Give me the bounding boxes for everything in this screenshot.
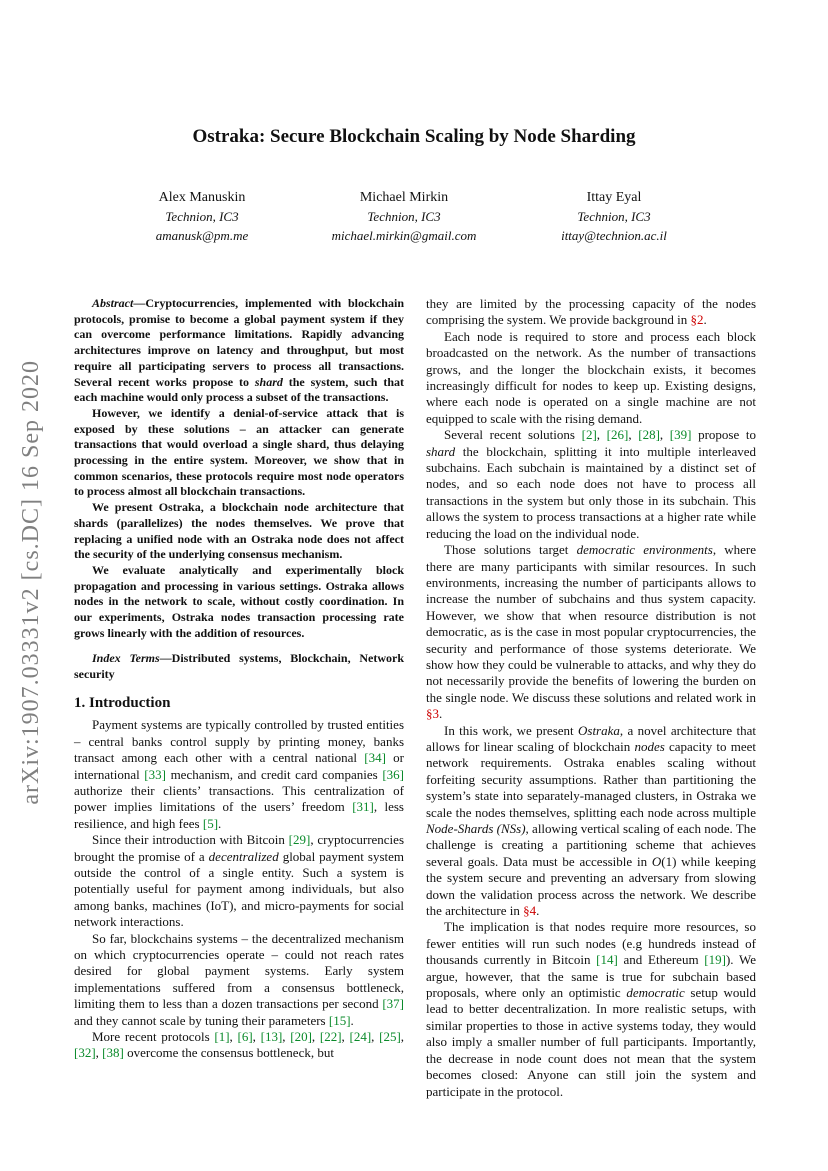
section-ref-link[interactable]: §4 — [523, 903, 537, 919]
author-block — [92, 188, 312, 245]
citation-link[interactable]: [36] — [382, 766, 404, 782]
author-affiliation: Technion, IC3 — [165, 209, 239, 224]
citation-link[interactable]: [13] — [260, 1029, 283, 1044]
section-heading: 1. Introduction — [74, 694, 171, 711]
citation-link[interactable]: [25] — [379, 1029, 401, 1044]
section-ref-link[interactable]: §3 — [426, 706, 439, 722]
arxiv-stamp: arXiv:1907.03331v2 [cs.DC] 16 Sep 2020 — [18, 360, 44, 805]
abstract-emphasis: shard — [254, 374, 283, 389]
author-name: Michael Mirkin — [359, 190, 449, 205]
citation-link[interactable]: [33] — [144, 766, 166, 782]
body-paragraph: More recent protocols [1], [6], [13], [20], [22], [24], [25], [32], [38] overcome the consensus bottleneck, but — [74, 1029, 405, 1061]
citation-link[interactable]: [14] — [596, 952, 618, 968]
section-ref-link[interactable]: §2 — [690, 312, 704, 328]
abstract-paragraph: We present Ostraka, a blockchain node architecture that shards (parallelizes) the nodes themselves. We prove that replacing a unified node with an Ostraka node does not affect the security of the underlying consensus mechanism. — [74, 500, 404, 562]
citation-link[interactable]: [37] — [382, 996, 404, 1012]
citation-link[interactable]: [26] — [606, 427, 629, 443]
body-paragraph: The implication is that nodes require more resources, so fewer entities will run such nodes (e.g hundreds instead of thousands currently in Bitcoin [14] and Ethereum [19]). We argue, however, that the same is true for subchain based proposals, where only an optimistic democratic setup would lead to better decentralization. In more realistic setups, with similar properties to those in active systems today, they would also imply a smaller number of full participants. Importantly, the decrease in node count does not mean that the system becomes closed: Anyone can still join the system and participate in the protocol. — [426, 919, 756, 1099]
paper-title: Ostraka: Secure Blockchain Scaling by Node Sharding — [192, 126, 636, 147]
body-paragraph: Those solutions target democratic environments, where there are many participants with similar resources. In such environments, increasing the number of participants allows to increase the number of subchains and thus system capacity. However, we show that when resource distribution is not democratic, as is the case in most popular cryptocurrencies, the security and performance of those systems deteriorate. We show how they could be vulnerable to attacks, and why they do not necessarily provide the benefits of lowering the burden on the single node. We discuss these solutions and related work in §3. — [426, 542, 756, 722]
author-block — [294, 188, 514, 245]
index-terms-text: —Distributed systems, Blockchain, Network security — [74, 651, 404, 682]
abstract-paragraph: However, we identify a denial-of-service attack that is exposed by these solutions – an attacker can generate transactions that would overload a single shard, thus delaying processing in the entire system. Moreover, we show that in common scenarios, these protocols require most node operators to process almost all blockchain transactions. — [74, 405, 404, 499]
body-paragraph: Since their introduction with Bitcoin [29], cryptocurrencies brought the promise of a decentralized global payment system outside the control of a single entity. Such a system is potentially useful for payment among individuals, but also among banks, machines (IoT), and micro-payments for social network interactions. — [74, 832, 405, 930]
body-paragraph: Each node is required to store and process each block broadcasted on the network. As the number of transactions grows, and the longer the blockchain exists, it becomes increasingly difficult for nodes to keep up. Existing designs, where each node is operated on a single machine are not equipped to scale with the rising demand. — [426, 328, 756, 426]
author-email: amanusk@pm.me — [155, 228, 249, 243]
author-block — [504, 188, 724, 245]
citation-link[interactable]: [28] — [638, 427, 660, 443]
author-affiliation: Technion, IC3 — [367, 209, 441, 224]
citation-link[interactable]: [39] — [669, 427, 692, 443]
citation-link[interactable]: [19] — [704, 952, 726, 968]
citation-link[interactable]: [34] — [364, 750, 386, 766]
abstract-paragraph: We evaluate analytically and experimentally block propagation and processing in various settings. Ostraka allows nodes in the network to scale, without costly coordination. In our experiments, Ostraka nodes transaction processing rate grows linearly with the addition of resources. — [74, 562, 404, 640]
abstract — [74, 296, 404, 641]
citation-link[interactable]: [32] — [74, 1045, 96, 1061]
citation-link[interactable]: [20] — [290, 1029, 312, 1044]
author-email: michael.mirkin@gmail.com — [331, 228, 477, 243]
author-name: Ittay Eyal — [586, 190, 642, 205]
abstract-text: the system, such that each machine would only process a subset of the transactions. — [74, 374, 404, 405]
body-paragraph: they are limited by the processing capacity of the nodes comprising the system. We provide background in §2. — [426, 296, 756, 328]
citation-link[interactable]: [1] — [214, 1029, 230, 1044]
body-paragraph: In this work, we present Ostraka, a novel architecture that allows for linear scaling of blockchain nodes capacity to meet network requirements. Ostraka enables scaling without forfeiting security assumptions. Rather than partitioning the system’s state into separately-managed clusters, in Ostraka we scale the nodes themselves, splitting each node across multiple Node-Shards (NSs), allowing vertical scaling of each node. The challenge is creating a partitioning scheme that achieves several goals. Data must be accessible in O(1) while keeping the system secure and preventing an adversary from slowing down the validation process across the network. We describe the architecture in §4. — [426, 722, 756, 919]
index-terms-lead: Index Terms — [92, 651, 160, 666]
author-name: Alex Manuskin — [158, 190, 246, 205]
citation-link[interactable]: [2] — [581, 427, 597, 443]
left-column — [74, 296, 404, 1062]
author-affiliation: Technion, IC3 — [577, 209, 651, 224]
body-paragraph: Payment systems are typically controlled by trusted entities – central banks control supply by printing money, banks transact among each other with a central national [34] or international [33] mechanism, and credit card companies [36] authorize their clients’ transactions. This centralization of power implies limitations of the users’ freedom [31], less resilience, and high fees [5]. — [74, 717, 404, 831]
author-email: ittay@technion.ac.il — [561, 228, 667, 243]
body-paragraph: Several recent solutions [2], [26], [28], [39] propose to shard the blockchain, splitting it into multiple interleaved subchains. Each subchain is maintained by a distinct set of nodes, and so each node does not have to process all transactions in the system but only those in its subchain. This allows the system to process transactions at a higher rate while reducing the load on the individual node. — [426, 427, 757, 541]
citation-link[interactable]: [6] — [237, 1029, 253, 1044]
abstract-lead: Abstract — [92, 296, 134, 310]
citation-link[interactable]: [5] — [202, 815, 219, 831]
index-terms — [74, 651, 404, 682]
right-column — [426, 296, 756, 1100]
citation-link[interactable]: [31] — [352, 799, 374, 815]
citation-link[interactable]: [22] — [319, 1029, 342, 1044]
abstract-text: —Cryptocurrencies, implemented with blockchain protocols, promise to become a global payment system if they can overcome performance limitations. Rapidly advancing architectures improve on latency and throughput, but most require all participating servers to process all transactions. Several recent works propose to — [74, 296, 404, 389]
citation-link[interactable]: [38] — [102, 1045, 124, 1061]
citation-link[interactable]: [29] — [288, 832, 311, 848]
body-paragraph: So far, blockchains systems – the decentralized mechanism on which cryptocurrencies operate – could not reach rates desired for global payment systems. Early system implementations suffered from a consensus bottleneck, limiting them to less than a dozen transactions per second [37] and they cannot scale by tuning their parameters [15]. — [74, 930, 404, 1028]
citation-link[interactable]: [24] — [349, 1029, 372, 1044]
citation-link[interactable]: [15] — [328, 1012, 351, 1028]
